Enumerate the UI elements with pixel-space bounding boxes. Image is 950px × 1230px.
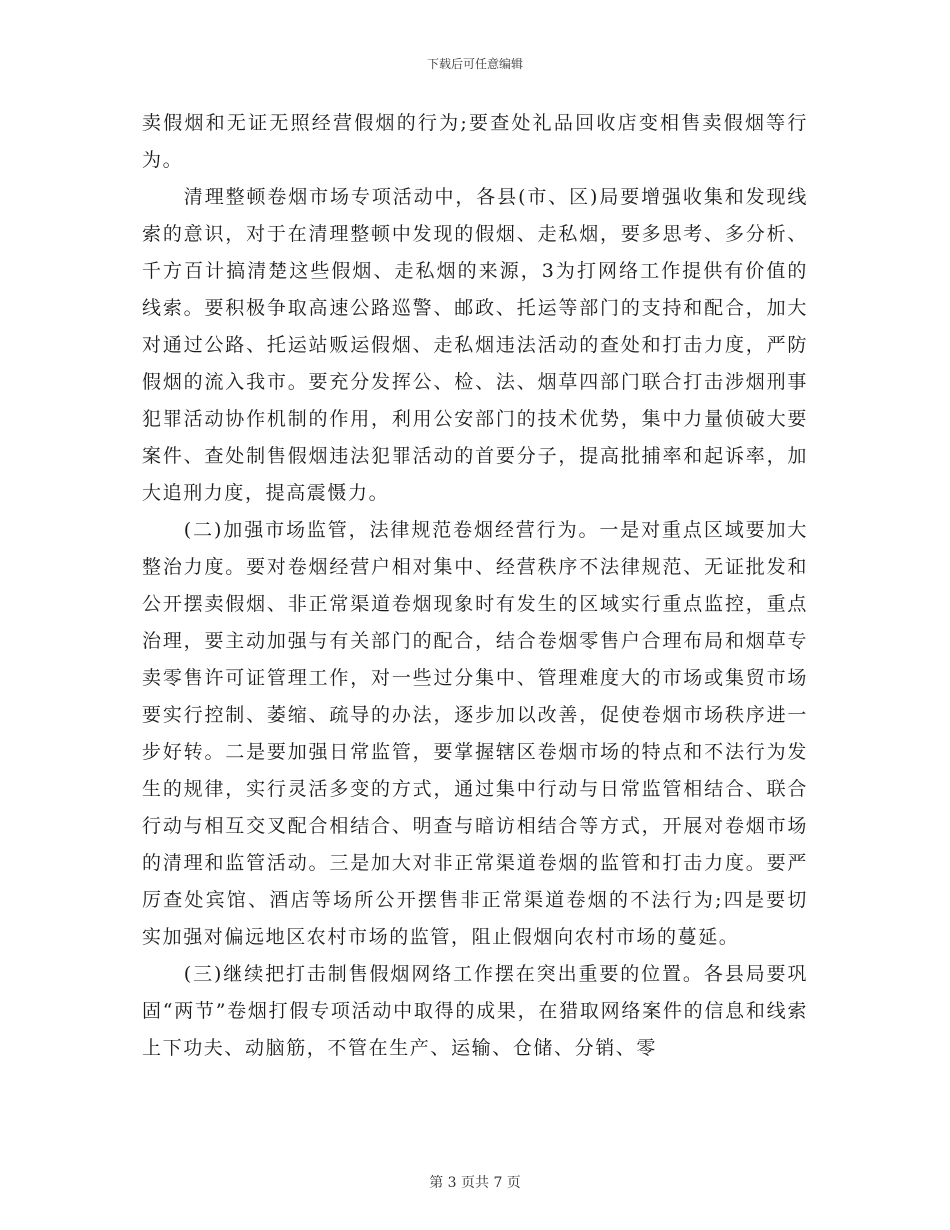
document-body — [142, 105, 808, 1067]
paragraph-2: 清理整顿卷烟市场专项活动中，各县(市、区)局要增强收集和发现线索的意识，对于在清理整顿中发现的假烟、走私烟，要多思考、多分析、千方百计搞清楚这些假烟、走私烟的来源，3为打网络工作提供有价值的线索。要积极争取高速公路巡警、邮政、托运等部门的支持和配合，加大对通过公路、托运站贩运假烟、走私烟违法活动的查处和打击力度，严防假烟的流入我市。要充分发挥公、检、法、烟草四部门联合打击涉烟刑事犯罪活动协作机制的作用，利用公安部门的技术优势，集中力量侦破大要案件、查处制售假烟违法犯罪活动的首要分子，提高批捕率和起诉率，加大追刑力度，提高震慑力。 — [142, 186, 808, 504]
paragraph-4: (三)继续把打击制售假烟网络工作摆在突出重要的位置。各县局要巩固“两节”卷烟打假专项活动中取得的成果，在猎取网络案件的信息和线索上下功夫、动脑筋，不管在生产、运输、仓储、分销、零 — [142, 963, 808, 1059]
page-number: 第 3 页共 7 页 — [429, 1175, 521, 1191]
page-header: 下载后可任意编辑 — [426, 57, 523, 71]
paragraph-1: 卖假烟和无证无照经营假烟的行为;要查处礼品回收店变相售卖假烟等行为。 — [142, 112, 808, 171]
paragraph-3: (二)加强市场监管，法律规范卷烟经营行为。一是对重点区域要加大整治力度。要对卷烟经营户相对集中、经营秩序不法律规范、无证批发和公开摆卖假烟、非正常渠道卷烟现象时有发生的区域实行重点监控，重点治理，要主动加强与有关部门的配合，结合卷烟零售户合理布局和烟草专卖零售许可证管理工作，对一些过分集中、管理难度大的市场或集贸市场要实行控制、萎缩、疏导的办法，逐步加以改善，促使卷烟市场秩序进一步好转。二是要加强日常监管，要掌握辖区卷烟市场的特点和不法行为发生的规律，实行灵活多变的方式，通过集中行动与日常监管相结合、联合行动与相互交叉配合相结合、明查与暗访相结合等方式，开展对卷烟市场的清理和监管活动。三是加大对非正常渠道卷烟的监管和打击力度。要严厉查处宾馆、酒店等场所公开摆售非正常渠道卷烟的不法行为;四是要切实加强对偏远地区农村市场的监管，阻止假烟向农村市场的蔓延。 — [142, 519, 808, 948]
